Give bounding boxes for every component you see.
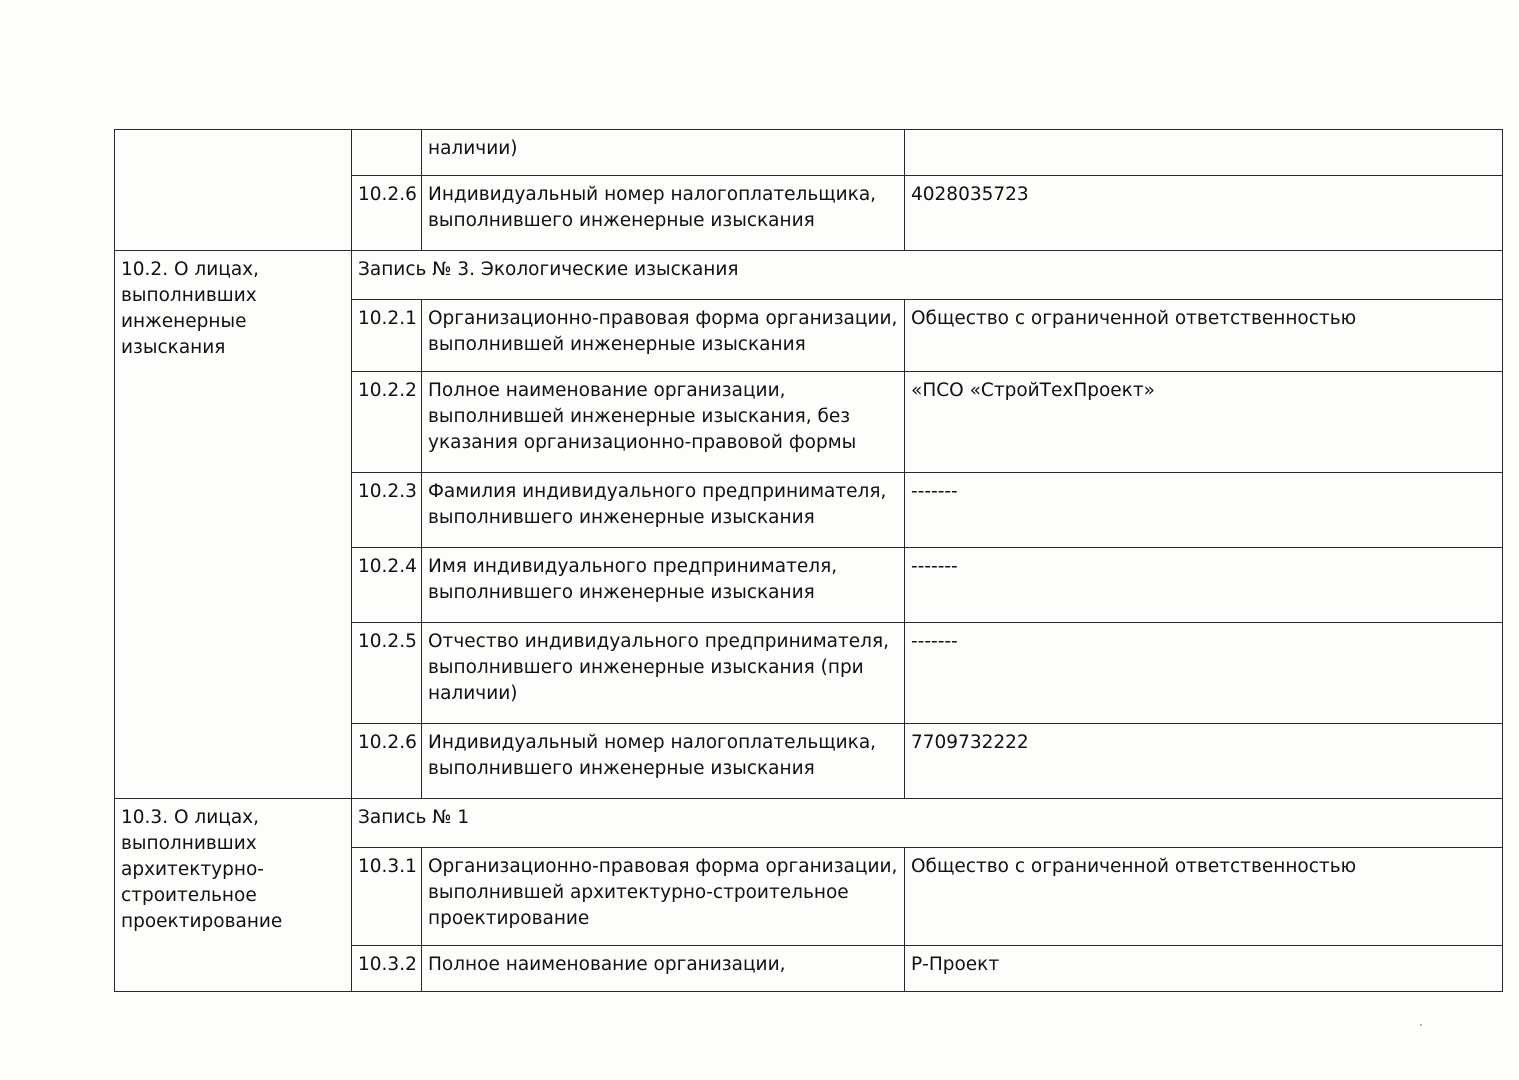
row-label: наличии): [422, 130, 905, 176]
scan-speck: [1420, 1024, 1422, 1026]
row-label: Фамилия индивидуального предпринимателя, выполнившего инженерные изыскания: [422, 473, 905, 548]
row-label: Индивидуальный номер налогоплательщика, выполнившего инженерные изыскания: [422, 724, 905, 799]
row-label: Полное наименование организации,: [422, 946, 905, 992]
row-number: 10.2.4: [352, 548, 422, 623]
row-label: Отчество индивидуального предпринимателя, выполнившего инженерные изыскания (при наличии): [422, 623, 905, 724]
row-label: Индивидуальный номер налогоплательщика, выполнившего инженерные изыскания: [422, 176, 905, 251]
record-title: Запись № 1: [352, 799, 1503, 848]
row-number-empty: [352, 130, 422, 176]
row-number: 10.3.1: [352, 848, 422, 946]
row-value: -------: [905, 623, 1503, 724]
row-value: Общество с ограниченной ответственностью: [905, 300, 1503, 372]
row-number: 10.3.2: [352, 946, 422, 992]
row-label: Имя индивидуального предпринимателя, выполнившего инженерные изыскания: [422, 548, 905, 623]
row-value: -------: [905, 548, 1503, 623]
row-value: 4028035723: [905, 176, 1503, 251]
row-number: 10.2.2: [352, 372, 422, 473]
row-value: Общество с ограниченной ответственностью: [905, 848, 1503, 946]
row-value: «ПСО «СтройТехПроект»: [905, 372, 1503, 473]
row-number: 10.2.6: [352, 724, 422, 799]
row-number: 10.2.6: [352, 176, 422, 251]
row-number: 10.2.5: [352, 623, 422, 724]
section-title: 10.3. О лицах, выполнивших архитектурно-строительное проектирование: [115, 799, 352, 992]
table-row: [115, 251, 1503, 300]
registry-table: [114, 129, 1503, 992]
record-title: Запись № 3. Экологические изыскания: [352, 251, 1503, 300]
row-value: -------: [905, 473, 1503, 548]
row-label: Организационно-правовая форма организации, выполнившей инженерные изыскания: [422, 300, 905, 372]
table-row: [115, 799, 1503, 848]
section-cell-empty: [115, 130, 352, 251]
row-value: 7709732222: [905, 724, 1503, 799]
row-number: 10.2.1: [352, 300, 422, 372]
row-value: Р-Проект: [905, 946, 1503, 992]
row-label: Организационно-правовая форма организации, выполнившей архитектурно-строительное проектирование: [422, 848, 905, 946]
row-value-empty: [905, 130, 1503, 176]
table-row: [115, 130, 1503, 176]
section-title: 10.2. О лицах, выполнивших инженерные изыскания: [115, 251, 352, 799]
row-label: Полное наименование организации, выполнившей инженерные изыскания, без указания организационно-правовой формы: [422, 372, 905, 473]
row-number: 10.2.3: [352, 473, 422, 548]
